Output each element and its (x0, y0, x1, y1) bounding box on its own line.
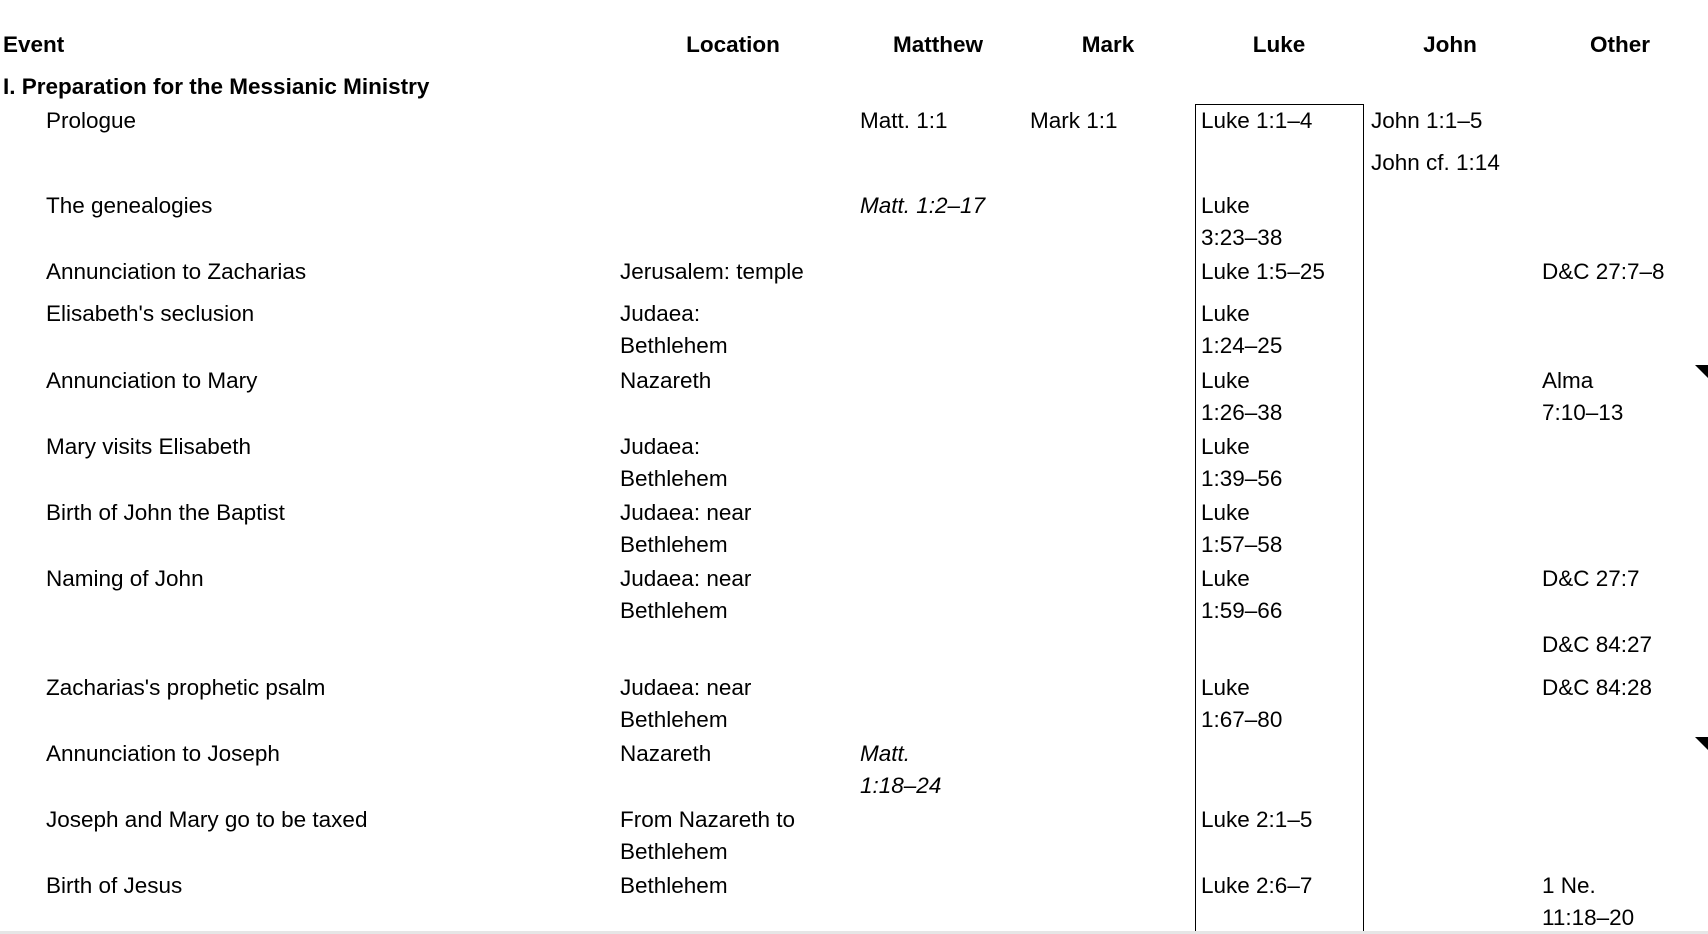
event-cell: Annunciation to Joseph (46, 741, 280, 766)
luke-cell-line2: 3:23–38 (1201, 225, 1283, 250)
location-cell-line2: Bethlehem (620, 598, 728, 623)
other-cell: Alma (1542, 368, 1594, 393)
row-marker-icon (1695, 737, 1708, 750)
luke-cell-line2: 1:39–56 (1201, 466, 1283, 491)
event-cell: Elisabeth's seclusion (46, 301, 255, 326)
location-cell: Judaea: near (620, 675, 752, 700)
header-luke: Luke (1252, 32, 1306, 57)
event-cell: Zacharias's prophetic psalm (46, 675, 326, 700)
luke-cell: Luke (1201, 675, 1250, 700)
luke-cell-line2: 1:24–25 (1201, 333, 1283, 358)
luke-cell-line2: 1:26–38 (1201, 400, 1283, 425)
other-cell: D&C 27:7 (1542, 566, 1640, 591)
location-cell: Judaea: (620, 434, 701, 459)
location-cell: Judaea: (620, 301, 701, 326)
luke-cell-line2: 1:59–66 (1201, 598, 1283, 623)
location-cell: From Nazareth to (620, 807, 796, 832)
luke-cell: Luke 2:6–7 (1201, 873, 1313, 898)
event-cell: Prologue (46, 108, 137, 133)
section-title: I. Preparation for the Messianic Ministry (3, 74, 430, 99)
luke-cell: Luke (1201, 566, 1250, 591)
event-cell: The genealogies (46, 193, 213, 218)
header-matthew: Matthew (893, 32, 983, 57)
other-cell-line2: 11:18–20 (1542, 905, 1635, 930)
location-cell: Judaea: near (620, 566, 752, 591)
matthew-cell: Matt. 1:2–17 (860, 193, 986, 218)
john-cell: John 1:1–5 (1371, 108, 1483, 133)
event-cell: Naming of John (46, 566, 204, 591)
header-john: John (1423, 32, 1477, 57)
location-cell-line2: Bethlehem (620, 707, 728, 732)
location-cell: Bethlehem (620, 873, 728, 898)
luke-cell: Luke 1:5–25 (1201, 259, 1325, 284)
header-location: Location (686, 32, 780, 57)
location-cell-line2: Bethlehem (620, 466, 728, 491)
location-cell-line2: Bethlehem (620, 839, 728, 864)
luke-cell-line2: 1:67–80 (1201, 707, 1283, 732)
mark-cell: Mark 1:1 (1030, 108, 1118, 133)
luke-cell: Luke (1201, 301, 1250, 326)
luke-cell-line2: 1:57–58 (1201, 532, 1283, 557)
other-cell: 1 Ne. (1542, 873, 1596, 898)
location-cell: Judaea: near (620, 500, 752, 525)
location-cell: Jerusalem: temple (620, 259, 804, 284)
john-cell: John cf. 1:14 (1371, 150, 1500, 175)
event-cell: Joseph and Mary go to be taxed (46, 807, 368, 832)
location-cell-line2: Bethlehem (620, 532, 728, 557)
header-event: Event (3, 32, 65, 57)
event-cell: Annunciation to Mary (46, 368, 258, 393)
location-cell-line2: Bethlehem (620, 333, 728, 358)
location-cell: Nazareth (620, 741, 712, 766)
header-other: Other (1589, 32, 1651, 57)
event-cell: Birth of Jesus (46, 873, 183, 898)
row-marker-icon (1695, 365, 1708, 378)
luke-cell: Luke 2:1–5 (1201, 807, 1313, 832)
luke-cell: Luke (1201, 193, 1250, 218)
matthew-cell: Matt. (860, 741, 911, 766)
luke-cell: Luke (1201, 500, 1250, 525)
luke-cell: Luke 1:1–4 (1201, 108, 1313, 133)
luke-cell: Luke (1201, 434, 1250, 459)
other-cell: D&C 84:27 (1542, 632, 1653, 657)
event-cell: Mary visits Elisabeth (46, 434, 252, 459)
event-cell: Birth of John the Baptist (46, 500, 285, 525)
luke-cell: Luke (1201, 368, 1250, 393)
matthew-cell: Matt. 1:1 (860, 108, 948, 133)
location-cell: Nazareth (620, 368, 712, 393)
matthew-cell-line2: 1:18–24 (860, 773, 942, 798)
header-mark: Mark (1081, 32, 1135, 57)
other-cell: D&C 84:28 (1542, 675, 1653, 700)
other-cell-line2: 7:10–13 (1542, 400, 1624, 425)
other-cell: D&C 27:7–8 (1542, 259, 1665, 284)
event-cell: Annunciation to Zacharias (46, 259, 307, 284)
